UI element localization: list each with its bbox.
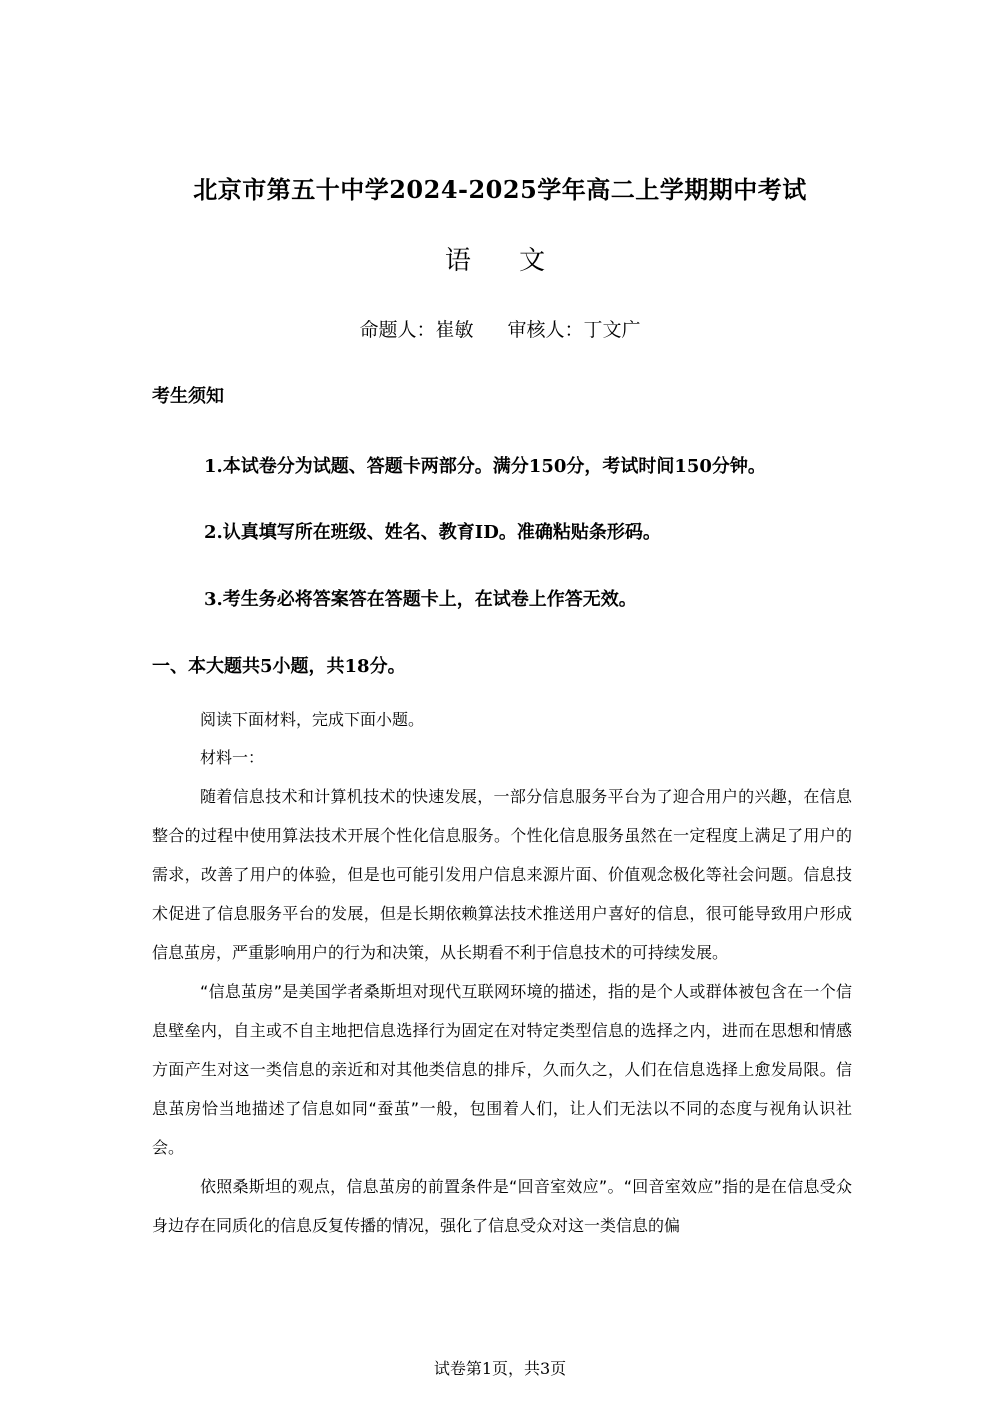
passage-paragraph: 依照桑斯坦的观点，信息茧房的前置条件是“回音室效应”。“回音室效应”指的是在信息受众身边存在同质化的信息反复传播的情况，强化了信息受众对这一类信息的偏 [152, 1177, 852, 1235]
passage-paragraph: 随着信息技术和计算机技术的快速发展，一部分信息服务平台为了迎合用户的兴趣，在信息整合的过程中使用算法技术开展个性化信息服务。个性化信息服务虽然在一定程度上满足了用户的需求，改善了用户的体验，但是也可能引发用户信息来源片面、价值观念极化等社会问题。信息技术促进了信息服务平台的发展，但是长期依赖算法技术推送用户喜好的信息，很可能导致用户形成信息茧房，严重影响用户的行为和决策，从长期看不利于信息技术的可持续发展。 [152, 787, 852, 962]
section-heading: 一、本大题共5小题，共18分。 [152, 656, 406, 677]
reading-instruction: 阅读下面材料，完成下面小题。 [200, 710, 425, 729]
material-label: 材料一： [200, 748, 265, 767]
notice-item: 3.考生务必将答案答在答题卡上，在试卷上作答无效。 [204, 589, 637, 610]
notice-heading: 考生须知 [152, 386, 224, 407]
authors-line [0, 315, 1000, 342]
reviewer: 审核人：丁文广 [507, 319, 641, 341]
proposer: 命题人：崔敏 [359, 319, 474, 341]
notice-item: 2.认真填写所在班级、姓名、教育ID。准确粘贴条形码。 [204, 522, 661, 543]
reading-passage [152, 777, 852, 1245]
notice-item: 1.本试卷分为试题、答题卡两部分。满分150分，考试时间150分钟。 [204, 456, 766, 477]
subject-title: 语 文 [444, 246, 566, 276]
exam-title: 北京市第五十中学2024-2025学年高二上学期期中考试 [193, 175, 807, 204]
page-footer: 试卷第1页，共3页 [433, 1359, 567, 1378]
passage-paragraph: “信息茧房”是美国学者桑斯坦对现代互联网环境的描述，指的是个人或群体被包含在一个信息壁垒内，自主或不自主地把信息选择行为固定在对特定类型信息的选择之内，进而在思想和情感方面产生对这一类信息的亲近和对其他类信息的排斥，久而久之，人们在信息选择上愈发局限。信息茧房恰当地描述了信息如同“蚕茧”一般，包围着人们，让人们无法以不同的态度与视角认识社会。 [152, 982, 852, 1157]
